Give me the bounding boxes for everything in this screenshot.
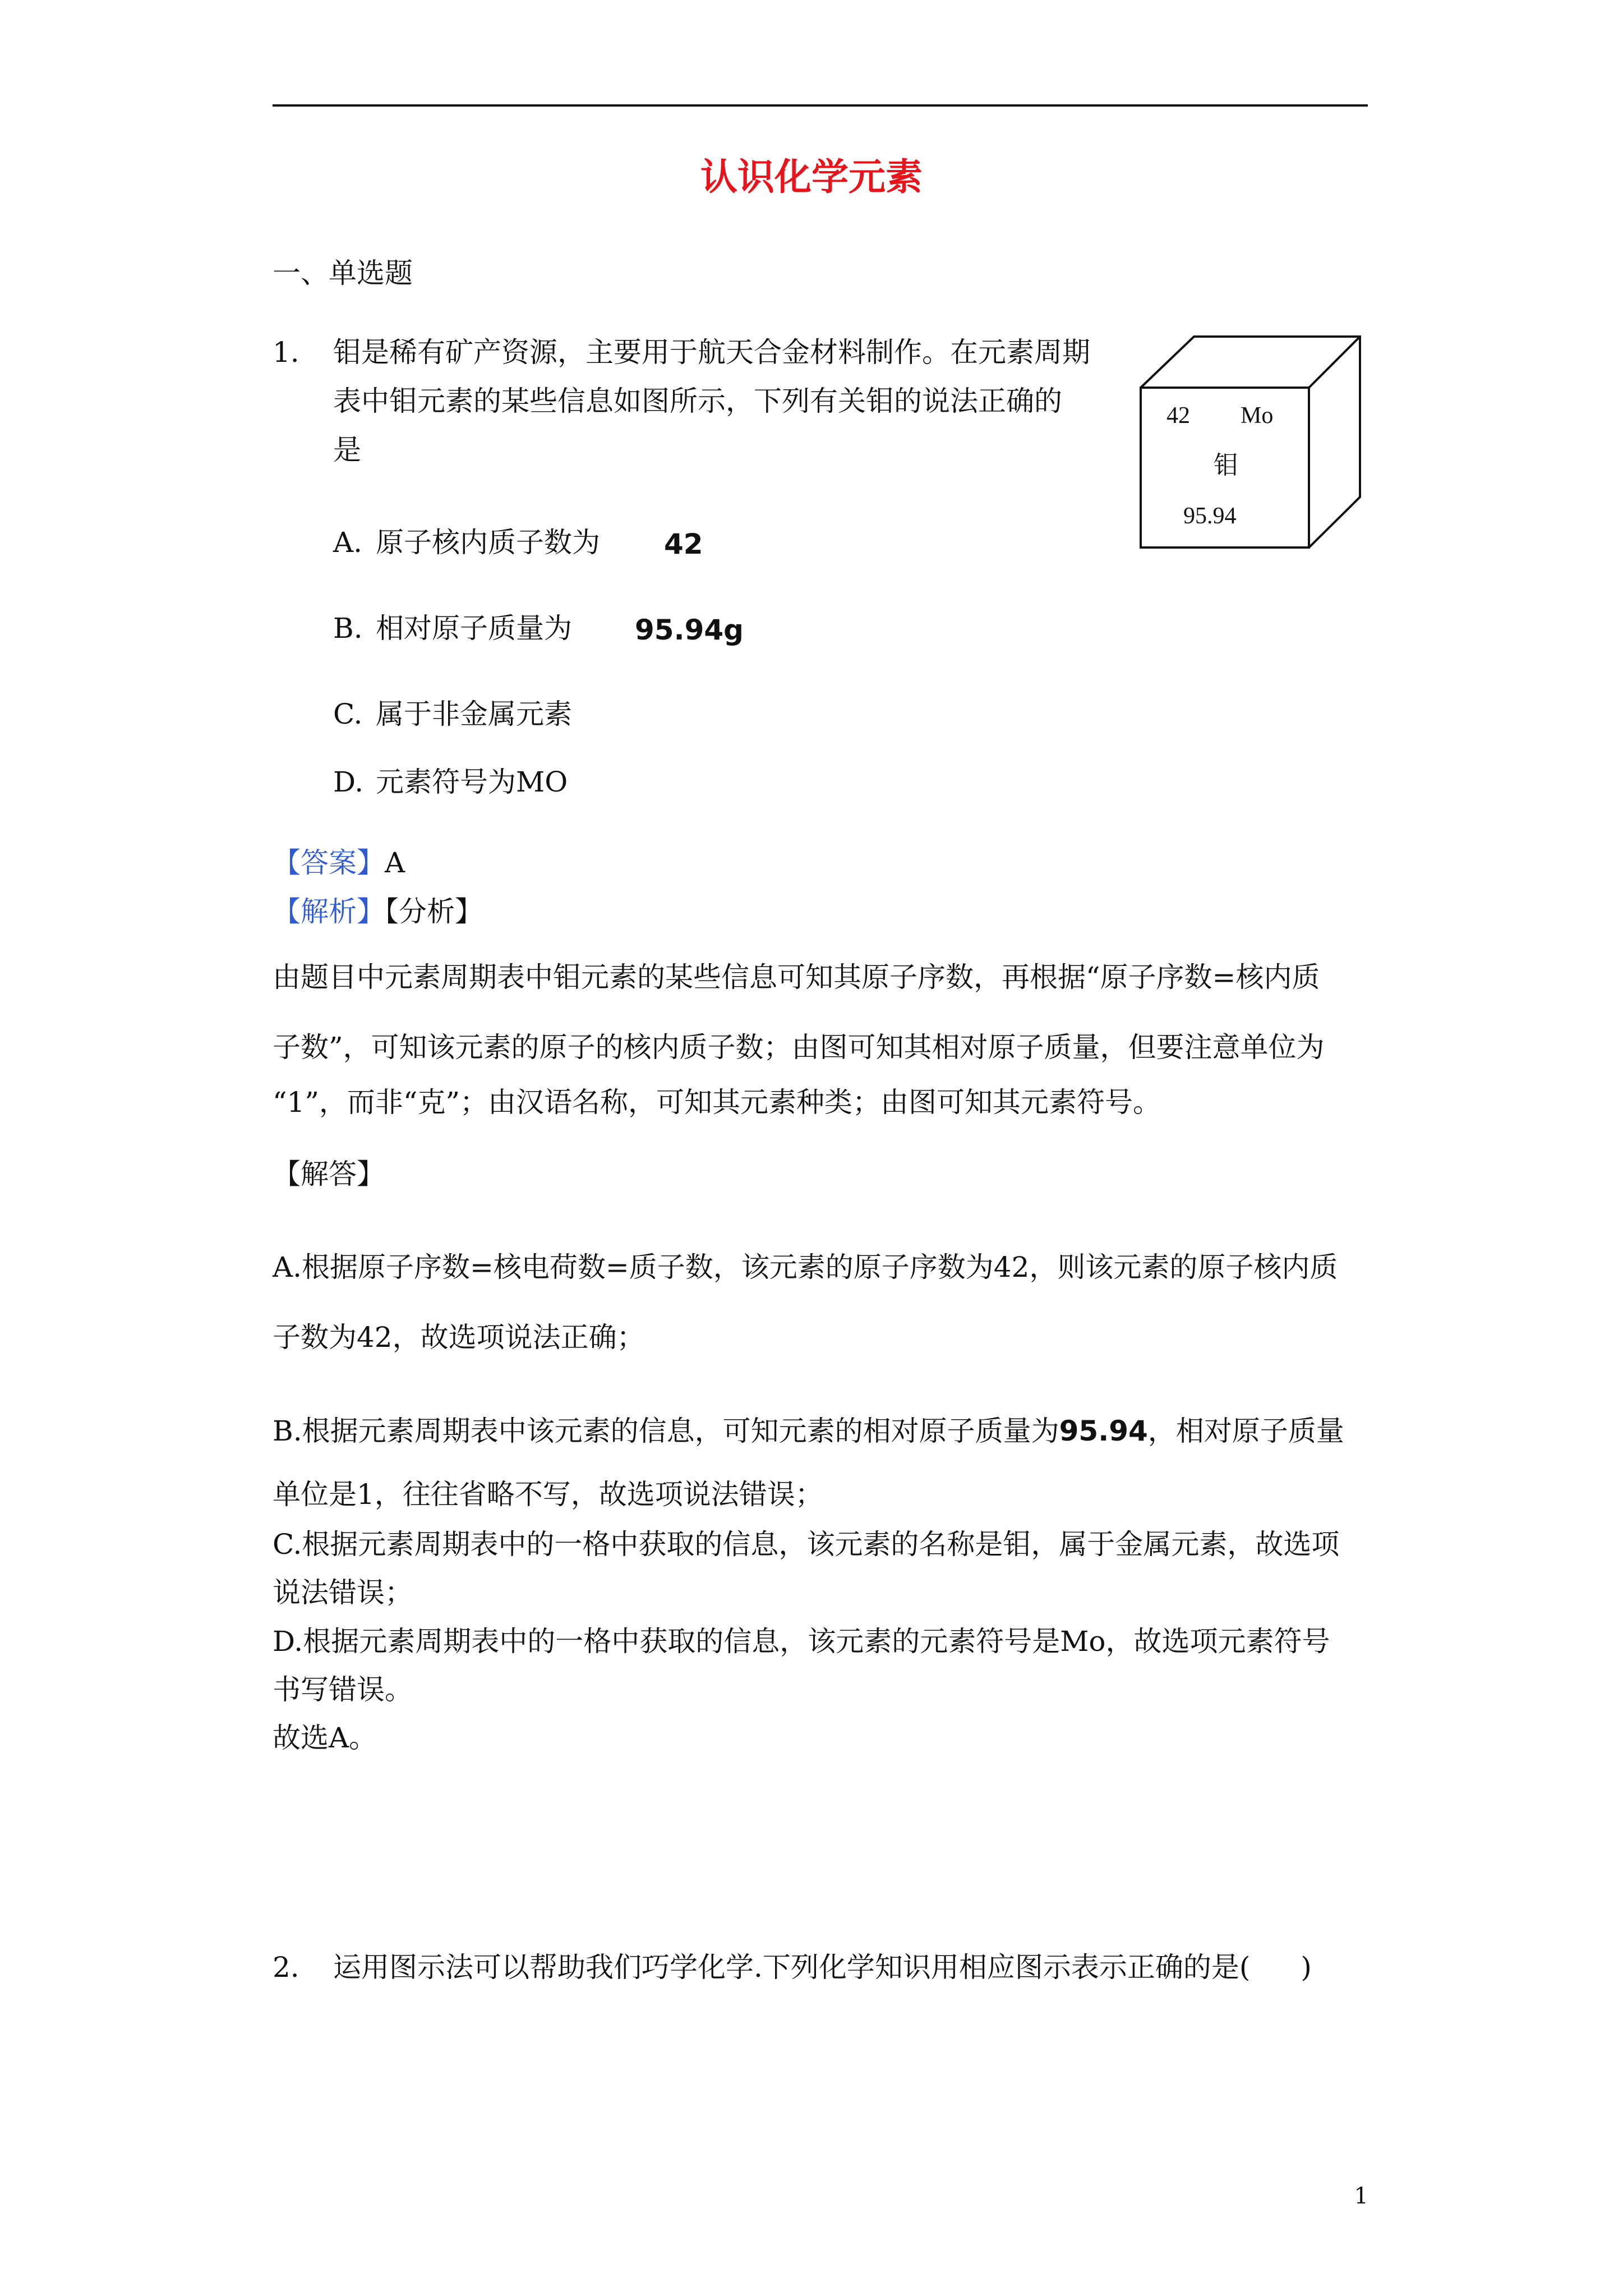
question-number: 1.: [273, 336, 299, 369]
header-rule: [273, 104, 1368, 107]
element-name: 钼: [1214, 451, 1238, 480]
option-value: 95.94g: [635, 614, 744, 646]
option-text: 相对原子质量为: [376, 612, 572, 645]
solution-b-suffix: ，相对原子质量: [1147, 1415, 1344, 1447]
analysis-text: 由题目中元素周期表中钼元素的某些信息可知其原子序数，再根据“原子序数=核内质: [273, 961, 1320, 993]
solution-b-value: 95.94: [1059, 1415, 1148, 1447]
question-stem-text: 运用图示法可以帮助我们巧学化学.下列化学知识用相应图示表示正确的是(: [333, 1951, 1251, 1984]
analysis-text: “1”，而非“克”；由汉语名称，可知其元素种类；由图可知其元素符号。: [273, 1086, 1161, 1119]
question-stem-line: 钼是稀有矿产资源，主要用于航天合金材料制作。在元素周期: [333, 336, 1090, 369]
analysis-tag: 【解析】: [273, 895, 385, 928]
option-text: 原子核内质子数为: [376, 526, 600, 559]
option-value: 42: [664, 528, 703, 560]
question-stem-line: 表中钼元素的某些信息如图所示，下列有关钼的说法正确的: [333, 385, 1062, 417]
solution-tag: 【解答】: [273, 1158, 385, 1190]
question-number: 2.: [273, 1951, 299, 1984]
conclusion: 故选A。: [273, 1722, 377, 1754]
element-card-figure: [1138, 334, 1363, 551]
question-stem: [333, 1950, 1312, 1984]
section-heading: 一、单选题: [273, 257, 413, 289]
option-letter: C.: [333, 698, 363, 730]
page-title: 认识化学元素: [700, 155, 923, 199]
solution-b: 单位是1，往往省略不写，故选项说法错误；: [273, 1478, 823, 1511]
option-letter: D.: [333, 766, 364, 798]
analysis-text: 子数”，可知该元素的原子的核内质子数；由图可知其相对原子质量，但要注意单位为: [273, 1031, 1325, 1064]
option-text: 元素符号为MO: [376, 766, 568, 798]
solution-a: A.根据原子序数=核电荷数=质子数，该元素的原子序数为42，则该元素的原子核内质: [273, 1251, 1338, 1283]
answer-line: [273, 846, 405, 880]
element-atomic-number: 42: [1166, 403, 1190, 429]
page-number: 1: [1354, 2183, 1368, 2209]
answer-value: A: [385, 846, 405, 879]
solution-d: 书写错误。: [273, 1673, 413, 1706]
question-stem-line: 是: [333, 434, 361, 466]
solution-d: D.根据元素周期表中的一格中获取的信息，该元素的元素符号是Mo，故选项元素符号: [273, 1625, 1330, 1658]
analysis-subtag: 【分析】: [385, 895, 483, 928]
option-text: 属于非金属元素: [376, 698, 572, 730]
option-letter: A.: [333, 526, 363, 559]
solution-a: 子数为42，故选项说法正确；: [273, 1321, 645, 1354]
solution-b: [273, 1414, 1344, 1448]
answer-tag: 【答案】: [273, 846, 385, 879]
option-letter: B.: [333, 612, 363, 645]
question-paren-close: ): [1301, 1951, 1312, 1984]
solution-c: C.根据元素周期表中的一格中获取的信息，该元素的名称是钼，属于金属元素，故选项: [273, 1528, 1340, 1561]
element-symbol: Mo: [1241, 403, 1274, 429]
analysis-line: [273, 895, 483, 928]
solution-b-prefix: B.根据元素周期表中该元素的信息，可知元素的相对原子质量为: [273, 1415, 1059, 1447]
solution-c: 说法错误；: [273, 1576, 413, 1609]
element-mass: 95.94: [1183, 503, 1237, 529]
